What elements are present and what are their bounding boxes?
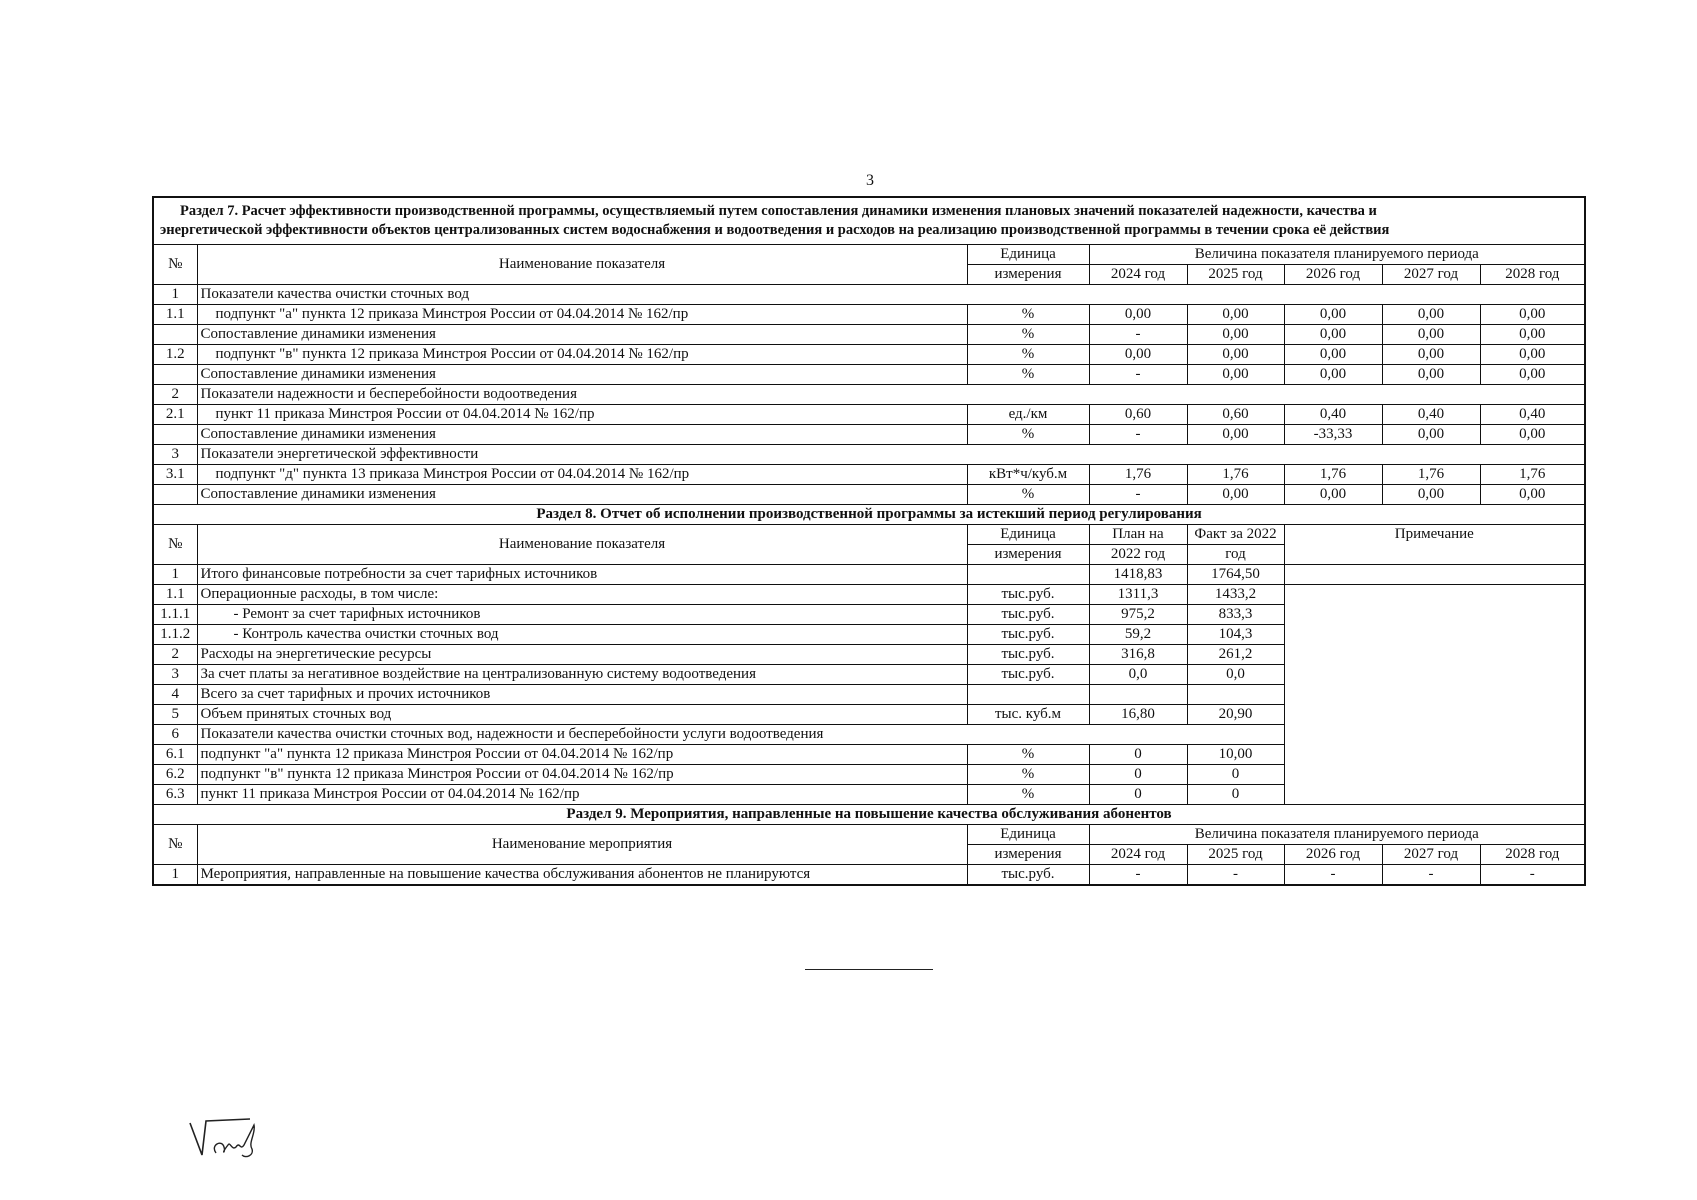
row-name: подпункт "в" пункта 12 приказа Минстроя России от 04.04.2014 № 162/пр <box>197 765 967 785</box>
row-fact: 0,0 <box>1187 665 1284 685</box>
row-num: 1.1 <box>153 585 197 605</box>
section7-row <box>153 465 1585 485</box>
header-year: 2026 год <box>1284 845 1382 865</box>
row-value: 1,76 <box>1089 465 1187 485</box>
header-year: 2024 год <box>1089 265 1187 285</box>
row-plan: 975,2 <box>1089 605 1187 625</box>
row-value: 0,00 <box>1089 345 1187 365</box>
section8-header-row-1 <box>153 525 1585 545</box>
row-value: 0,00 <box>1187 425 1284 445</box>
header-year: 2026 год <box>1284 265 1382 285</box>
row-fact: 104,3 <box>1187 625 1284 645</box>
section9-row <box>153 865 1585 886</box>
signature-mark <box>188 1115 288 1165</box>
section7-row <box>153 345 1585 365</box>
row-value: 0,00 <box>1382 485 1480 505</box>
row-num: 1 <box>153 285 197 305</box>
row-name: Мероприятия, направленные на повышение качества обслуживания абонентов не планируются <box>197 865 967 886</box>
row-value: 0,00 <box>1187 485 1284 505</box>
row-plan: 0,0 <box>1089 665 1187 685</box>
row-name: Объем принятых сточных вод <box>197 705 967 725</box>
row-group-name: Показатели надежности и бесперебойности водоотведения <box>197 385 1585 405</box>
row-num: 1.1 <box>153 305 197 325</box>
row-value: 0,00 <box>1382 305 1480 325</box>
row-num: 2.1 <box>153 405 197 425</box>
row-num: 6.1 <box>153 745 197 765</box>
row-value: -33,33 <box>1284 425 1382 445</box>
section8-row <box>153 565 1585 585</box>
production-program-table <box>152 196 1586 886</box>
section8-title: Раздел 8. Отчет об исполнении производственной программы за истекший период регулирования <box>153 505 1585 525</box>
row-value: - <box>1187 865 1284 886</box>
row-num: 3.1 <box>153 465 197 485</box>
row-name: подпункт "а" пункта 12 приказа Минстроя России от 04.04.2014 № 162/пр <box>197 305 967 325</box>
row-num: 3 <box>153 665 197 685</box>
row-unit: % <box>967 425 1089 445</box>
row-value: 0,00 <box>1382 425 1480 445</box>
section7-row <box>153 425 1585 445</box>
row-value: 1,76 <box>1284 465 1382 485</box>
header-unit-line2: измерения <box>967 845 1089 865</box>
header-note: Примечание <box>1284 525 1585 565</box>
row-value: 0,00 <box>1284 325 1382 345</box>
row-name: Сопоставление динамики изменения <box>197 425 967 445</box>
row-plan: 0 <box>1089 785 1187 805</box>
section7-row <box>153 285 1585 305</box>
row-value: 0,00 <box>1284 305 1382 325</box>
row-unit: % <box>967 305 1089 325</box>
header-year: 2028 год <box>1480 845 1585 865</box>
row-fact: 0 <box>1187 785 1284 805</box>
row-fact: 10,00 <box>1187 745 1284 765</box>
row-plan: 16,80 <box>1089 705 1187 725</box>
row-value: 0,00 <box>1382 325 1480 345</box>
section7-row <box>153 405 1585 425</box>
header-fact-line1: Факт за 2022 <box>1187 525 1284 545</box>
row-unit: % <box>967 345 1089 365</box>
section7-title-row <box>153 197 1585 245</box>
section7-header-row-1 <box>153 245 1585 265</box>
section7-row <box>153 365 1585 385</box>
row-value: 0,40 <box>1284 405 1382 425</box>
row-name: За счет платы за негативное воздействие на централизованную систему водоотведения <box>197 665 967 685</box>
row-num <box>153 365 197 385</box>
row-plan: 1418,83 <box>1089 565 1187 585</box>
row-unit: ед./км <box>967 405 1089 425</box>
row-unit: тыс.руб. <box>967 665 1089 685</box>
row-num: 6.3 <box>153 785 197 805</box>
header-year: 2027 год <box>1382 845 1480 865</box>
header-num: № <box>153 525 197 565</box>
row-num: 1.1.1 <box>153 605 197 625</box>
header-fact-line2: год <box>1187 545 1284 565</box>
row-value: - <box>1382 865 1480 886</box>
row-plan: 1311,3 <box>1089 585 1187 605</box>
row-value: 0,00 <box>1187 325 1284 345</box>
section9-header-row-1 <box>153 825 1585 845</box>
row-fact: 261,2 <box>1187 645 1284 665</box>
row-value: 0,00 <box>1480 425 1585 445</box>
header-name: Наименование показателя <box>197 525 967 565</box>
row-name: пункт 11 приказа Минстроя России от 04.04.2014 № 162/пр <box>197 405 967 425</box>
row-value: 0,60 <box>1187 405 1284 425</box>
row-unit: тыс.руб. <box>967 605 1089 625</box>
row-num: 1 <box>153 865 197 886</box>
header-num: № <box>153 245 197 285</box>
section7-row <box>153 445 1585 465</box>
row-value: 0,00 <box>1187 345 1284 365</box>
row-fact: 1764,50 <box>1187 565 1284 585</box>
section7-title-line2: энергетической эффективности объектов централизованных систем водоснабжения и водоотведения и расходов на реализацию производственной программы в течении срока её действия <box>160 222 1390 238</box>
row-value: 1,76 <box>1480 465 1585 485</box>
header-unit-line1: Единица <box>967 525 1089 545</box>
row-name: Расходы на энергетические ресурсы <box>197 645 967 665</box>
separator-line <box>805 969 933 970</box>
section7-row <box>153 325 1585 345</box>
row-value: - <box>1089 485 1187 505</box>
row-group-name: Показатели качества очистки сточных вод <box>197 285 1585 305</box>
row-name: пункт 11 приказа Минстроя России от 04.04.2014 № 162/пр <box>197 785 967 805</box>
row-plan: 316,8 <box>1089 645 1187 665</box>
header-year: 2024 год <box>1089 845 1187 865</box>
row-value: 0,00 <box>1480 345 1585 365</box>
row-num: 3 <box>153 445 197 465</box>
row-unit: тыс.руб. <box>967 625 1089 645</box>
row-plan <box>1089 685 1187 705</box>
row-value: 1,76 <box>1187 465 1284 485</box>
row-plan: 0 <box>1089 765 1187 785</box>
header-name: Наименование мероприятия <box>197 825 967 865</box>
row-num <box>153 485 197 505</box>
header-unit-line2: измерения <box>967 545 1089 565</box>
row-name: Всего за счет тарифных и прочих источников <box>197 685 967 705</box>
row-value: 0,00 <box>1284 345 1382 365</box>
row-note <box>1284 565 1585 585</box>
row-value: 0,00 <box>1382 345 1480 365</box>
section7-title-line1: Раздел 7. Расчет эффективности производственной программы, осуществляемый путем сопоставления динамики изменения плановых значений показателей надежности, качества и <box>180 203 1377 219</box>
header-unit-line1: Единица <box>967 245 1089 265</box>
row-num: 4 <box>153 685 197 705</box>
row-value: 0,00 <box>1480 485 1585 505</box>
row-value: 0,00 <box>1284 365 1382 385</box>
header-plan-line1: План на <box>1089 525 1187 545</box>
row-value: 0,60 <box>1089 405 1187 425</box>
row-value: 0,00 <box>1480 305 1585 325</box>
row-group-name: Показатели качества очистки сточных вод, надежности и бесперебойности услуги водоотведения <box>197 725 1284 745</box>
row-name: Сопоставление динамики изменения <box>197 365 967 385</box>
row-value: - <box>1089 365 1187 385</box>
row-value: 0,40 <box>1480 405 1585 425</box>
row-unit: % <box>967 365 1089 385</box>
row-value: 0,00 <box>1284 485 1382 505</box>
row-num: 1.1.2 <box>153 625 197 645</box>
header-name: Наименование показателя <box>197 245 967 285</box>
row-num: 2 <box>153 645 197 665</box>
row-fact: 1433,2 <box>1187 585 1284 605</box>
header-num: № <box>153 825 197 865</box>
row-unit: тыс.руб. <box>967 645 1089 665</box>
row-value: - <box>1089 425 1187 445</box>
row-value: - <box>1480 865 1585 886</box>
header-unit-line1: Единица <box>967 825 1089 845</box>
row-name: Итого финансовые потребности за счет тарифных источников <box>197 565 967 585</box>
row-unit: кВт*ч/куб.м <box>967 465 1089 485</box>
row-num <box>153 425 197 445</box>
row-unit: % <box>967 785 1089 805</box>
row-value: 0,00 <box>1480 325 1585 345</box>
row-value: 0,00 <box>1382 365 1480 385</box>
row-num: 5 <box>153 705 197 725</box>
row-fact: 833,3 <box>1187 605 1284 625</box>
row-unit: % <box>967 325 1089 345</box>
row-unit: % <box>967 485 1089 505</box>
section8-row <box>153 585 1585 605</box>
row-name: - Ремонт за счет тарифных источников <box>197 605 967 625</box>
header-year: 2025 год <box>1187 265 1284 285</box>
row-unit: % <box>967 745 1089 765</box>
row-num: 6 <box>153 725 197 745</box>
row-name: подпункт "а" пункта 12 приказа Минстроя России от 04.04.2014 № 162/пр <box>197 745 967 765</box>
row-value: 0,00 <box>1187 305 1284 325</box>
row-value: - <box>1284 865 1382 886</box>
row-num: 1.2 <box>153 345 197 365</box>
row-name: подпункт "в" пункта 12 приказа Минстроя России от 04.04.2014 № 162/пр <box>197 345 967 365</box>
row-value: 0,40 <box>1382 405 1480 425</box>
header-year: 2025 год <box>1187 845 1284 865</box>
row-fact: 20,90 <box>1187 705 1284 725</box>
row-value: 0,00 <box>1480 365 1585 385</box>
section8-title-row <box>153 505 1585 525</box>
row-num: 2 <box>153 385 197 405</box>
row-fact <box>1187 685 1284 705</box>
row-group-name: Показатели энергетической эффективности <box>197 445 1585 465</box>
header-year: 2027 год <box>1382 265 1480 285</box>
row-num: 1 <box>153 565 197 585</box>
row-unit <box>967 685 1089 705</box>
section9-title-row <box>153 805 1585 825</box>
row-fact: 0 <box>1187 765 1284 785</box>
row-unit: % <box>967 765 1089 785</box>
section9-title: Раздел 9. Мероприятия, направленные на повышение качества обслуживания абонентов <box>153 805 1585 825</box>
row-value: - <box>1089 865 1187 886</box>
row-value: 0,00 <box>1187 365 1284 385</box>
row-name: Сопоставление динамики изменения <box>197 485 967 505</box>
header-unit-line2: измерения <box>967 265 1089 285</box>
section7-row <box>153 305 1585 325</box>
row-plan: 59,2 <box>1089 625 1187 645</box>
row-name: - Контроль качества очистки сточных вод <box>197 625 967 645</box>
row-value: 1,76 <box>1382 465 1480 485</box>
header-period: Величина показателя планируемого периода <box>1089 825 1585 845</box>
row-num: 6.2 <box>153 765 197 785</box>
row-num <box>153 325 197 345</box>
row-unit: тыс. куб.м <box>967 705 1089 725</box>
header-plan-line2: 2022 год <box>1089 545 1187 565</box>
section7-row <box>153 385 1585 405</box>
row-name: Сопоставление динамики изменения <box>197 325 967 345</box>
row-value: - <box>1089 325 1187 345</box>
row-unit: тыс.руб. <box>967 585 1089 605</box>
header-period: Величина показателя планируемого периода <box>1089 245 1585 265</box>
row-name: подпункт "д" пункта 13 приказа Минстроя России от 04.04.2014 № 162/пр <box>197 465 967 485</box>
header-year: 2028 год <box>1480 265 1585 285</box>
row-value: 0,00 <box>1089 305 1187 325</box>
row-plan: 0 <box>1089 745 1187 765</box>
row-name: Операционные расходы, в том числе: <box>197 585 967 605</box>
row-unit: тыс.руб. <box>967 865 1089 886</box>
page-number: 3 <box>866 172 874 189</box>
note-block <box>1284 585 1585 805</box>
section7-title <box>153 197 1585 245</box>
section7-row <box>153 485 1585 505</box>
row-unit <box>967 565 1089 585</box>
